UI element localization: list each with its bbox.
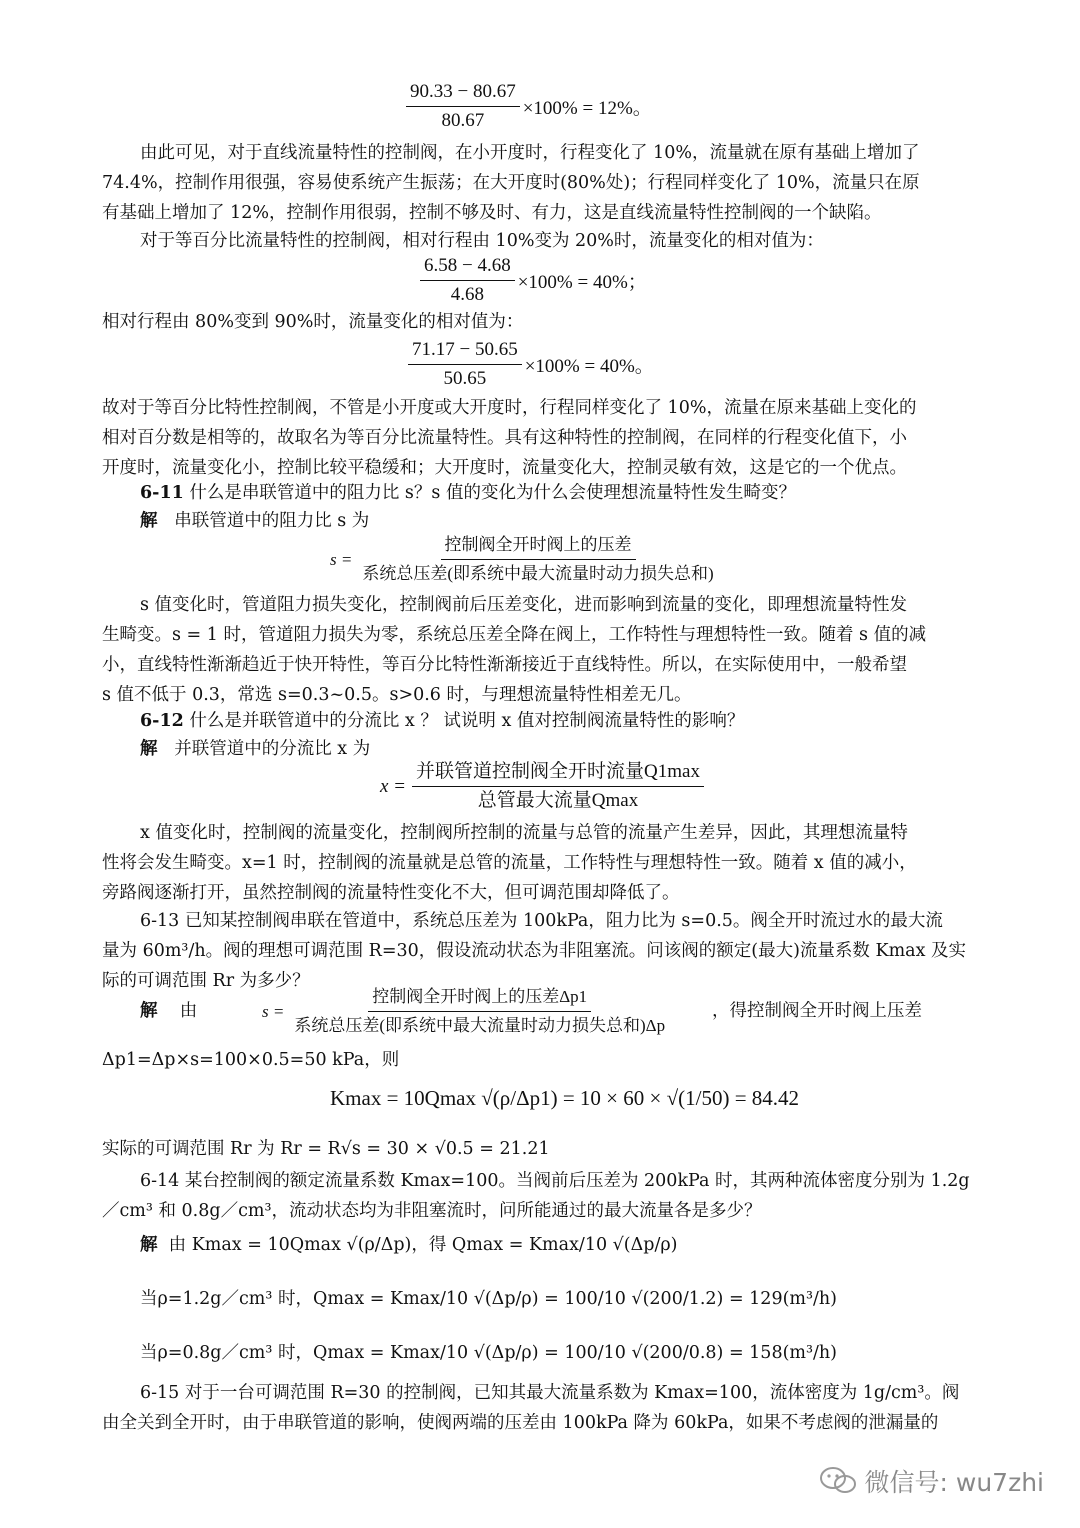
answer-text: 由 Kmax = 10Qmax √(ρ/Δp)，得 Qmax = Kmax/10 √(Δp/ρ) [168, 1235, 678, 1255]
question-text: 什么是并联管道中的分流比 x ？ 试说明 x 值对控制阀流量特性的影响？ [189, 711, 745, 731]
case-equation: Qmax = Kmax/10 √(Δp/ρ) = 100/10 √(200/1.2) = 129(m³/h) [312, 1289, 838, 1309]
text-line: 相对百分数是相等的，故取名为等百分比流量特性。具有这种特性的控制阀，在同样的行程变化值下，小 [102, 428, 907, 448]
question-number: 6-11 [140, 483, 184, 503]
question-6-13 [102, 906, 980, 996]
text-line: 际的可调范围 Rr 为多少？ [102, 971, 310, 991]
eq4-numerator: 控制阀全开时阀上的压差 [441, 533, 636, 560]
equation-kmax: Kmax = 10Qmax √(ρ/Δp1) = 10 × 60 × √(1/50) = 84.42 [330, 1086, 800, 1110]
text-line: Δp1=Δp×s=100×0.5=50 kPa，则 [102, 1050, 400, 1070]
text-line: 生畸变。s = 1 时，管道阻力损失为零，系统总压差全降在阀上，工作特性与理想特性一致。随着 s 值的减 [102, 625, 927, 645]
answer-text: 串联管道中的阻力比 s 为 [174, 511, 370, 531]
question-number: 6-12 [140, 711, 184, 731]
eq4-lead: s = [330, 549, 353, 569]
paragraph-linear-characteristic [102, 138, 980, 228]
text-line: 性将会发生畸变。x=1 时，控制阀的流量就是总管的流量，工作特性与理想特性一致。随着 x 值的减小， [102, 853, 917, 873]
paragraph-s-value [102, 590, 980, 710]
eq1-numerator: 90.33 − 80.67 [406, 80, 520, 107]
text-line: 由此可见，对于直线流量特性的控制阀，在小开度时，行程变化了 10%，流量就在原有基础上增加了 [140, 143, 920, 163]
eq5-denominator: 总管最大流量Qmax [477, 790, 639, 811]
case-condition: 当ρ=1.2g／cm³ 时， [140, 1289, 313, 1309]
eq3-numerator: 71.17 − 50.65 [408, 338, 522, 365]
eq2-denominator: 4.68 [450, 284, 484, 305]
paragraph-delta-p1 [102, 1045, 980, 1075]
paragraph-x-value [102, 818, 980, 908]
paragraph-relative-stroke [102, 307, 980, 337]
text-line: 小，直线特性渐渐趋近于快开特性，等百分比特性渐渐接近于直线特性。所以，在实际使用中，一般希望 [102, 655, 907, 675]
question-6-12 [102, 706, 980, 736]
text-line: 开度时，流量变化小，控制比较平稳缓和；大开度时，流量变化大，控制灵敏有效，这是它的一个优点。 [102, 458, 907, 478]
question-6-14 [102, 1166, 980, 1226]
eq2-tail: ×100% = 40%； [517, 272, 647, 293]
eq2-numerator: 6.58 − 4.68 [420, 254, 515, 281]
text-line: 6-13 已知某控制阀串联在管道中，系统总压差为 100kPa，阻力比为 s=0.5。阀全开时流过水的最大流 [140, 911, 943, 931]
eq3-denominator: 50.65 [443, 368, 487, 389]
text-line: 旁路阀逐渐打开，虽然控制阀的流量特性变化不大，但可调范围却降低了。 [102, 883, 680, 903]
watermark-text: 微信号: wu7zhi [864, 1468, 1044, 1497]
wechat-logo-icon [819, 1466, 857, 1496]
answer-label: 解 [140, 1235, 158, 1255]
case-equation: Qmax = Kmax/10 √(Δp/ρ) = 100/10 √(200/0.8) = 158(m³/h) [312, 1343, 838, 1363]
eq6-numerator: 控制阀全开时阀上的压差Δp1 [368, 985, 591, 1012]
eq5-numerator: 并联管道控制阀全开时流量Q1max [412, 760, 704, 787]
answer-label: 解 [140, 511, 158, 531]
eq6-lead: s = [262, 1001, 285, 1021]
case-condition: 当ρ=0.8g／cm³ 时， [140, 1343, 313, 1363]
text-line: 由全关到全开时，由于串联管道的影响，使阀两端的压差由 100kPa 降为 60kPa，如果不考虑阀的泄漏量的 [102, 1413, 939, 1433]
case-density-1-2 [102, 1284, 980, 1314]
fraction-equation-3 [408, 338, 654, 391]
wechat-watermark [819, 1463, 1044, 1499]
fraction-equation-split-ratio [380, 760, 704, 813]
answer-label: 解 [140, 739, 158, 759]
text-line: 故对于等百分比特性控制阀，不管是小开度或大开度时，行程同样变化了 10%，流量在原来基础上变化的 [102, 398, 917, 418]
eq6-denominator: 系统总压差(即系统中最大流量时动力损失总和)Δp [294, 1016, 666, 1035]
text-line: 74.4%，控制作用很强，容易使系统产生振荡；在大开度时(80%处)；行程同样变化了 10%，流量只在原 [102, 173, 920, 193]
fraction-equation-1 [406, 80, 652, 133]
paragraph-adjustable-range [102, 1134, 980, 1164]
answer-6-14 [102, 1230, 980, 1260]
eq1-tail: ×100% = 12%。 [522, 98, 652, 119]
text-line: 相对行程由 80%变到 90%时，流量变化的相对值为： [102, 312, 524, 332]
text-line: 实际的可调范围 Rr 为 Rr = R√s = 30 × √0.5 = 21.21 [102, 1139, 550, 1159]
text-line: 6-15 对于一台可调范围 R=30 的控制阀，已知其最大流量系数为 Kmax=100，流体密度为 1g/cm³。阀 [140, 1383, 960, 1403]
question-text: 什么是串联管道中的阻力比 s？s 值的变化为什么会使理想流量特性发生畸变？ [189, 483, 796, 503]
answer-label: 解 [140, 1001, 158, 1021]
fraction-equation-pressure-drop [262, 985, 669, 1038]
eq1-denominator: 80.67 [441, 110, 485, 131]
answer-6-13-continued [712, 996, 980, 1026]
paragraph-equal-percentage-conclusion [102, 393, 980, 483]
text-line: s 值不低于 0.3，常选 s=0.3~0.5。s>0.6 时，与理想流量特性相差无几。 [102, 685, 692, 705]
text-line: s 值变化时，管道阻力损失变化，控制阀前后压差变化，进而影响到流量的变化，即理想流量特性发 [140, 595, 908, 615]
text-line: 6-14 某台控制阀的额定流量系数 Kmax=100。当阀前后压差为 200kPa 时，其两种流体密度分别为 1.2g [140, 1171, 970, 1191]
text-line: 量为 60m³/h。阀的理想可调范围 R=30，假设流动状态为非阻塞流。问该阀的额定(最大)流量系数 Kmax 及实 [102, 941, 967, 961]
paragraph-equal-percentage-intro [102, 226, 980, 256]
eq4-denominator: 系统总压差(即系统中最大流量时动力损失总和) [362, 564, 714, 583]
answer-6-11 [102, 506, 980, 536]
answer-text: 并联管道中的分流比 x 为 [174, 739, 371, 759]
eq3-tail: ×100% = 40%。 [524, 356, 654, 377]
text-line: ，得控制阀全开时阀上压差 [712, 1001, 922, 1021]
answer-text: 由 [179, 1001, 198, 1021]
fraction-equation-2 [420, 254, 647, 307]
text-line: x 值变化时，控制阀的流量变化，控制阀所控制的流量与总管的流量产生差异，因此，其理想流量特 [140, 823, 908, 843]
text-line: 对于等百分比流量特性的控制阀，相对行程由 10%变为 20%时，流量变化的相对值为： [140, 231, 824, 251]
text-line: ／cm³ 和 0.8g／cm³，流动状态均为非阻塞流时，问所能通过的最大流量各是多少？ [102, 1201, 762, 1221]
eq5-lead: x = [380, 775, 407, 797]
case-density-0-8 [102, 1338, 980, 1368]
text-line: 有基础上增加了 12%，控制作用很弱，控制不够及时、有力，这是直线流量特性控制阀的一个缺陷。 [102, 203, 882, 223]
question-6-15 [102, 1378, 980, 1438]
fraction-equation-resistance-ratio [330, 533, 718, 586]
question-6-11 [102, 478, 980, 508]
